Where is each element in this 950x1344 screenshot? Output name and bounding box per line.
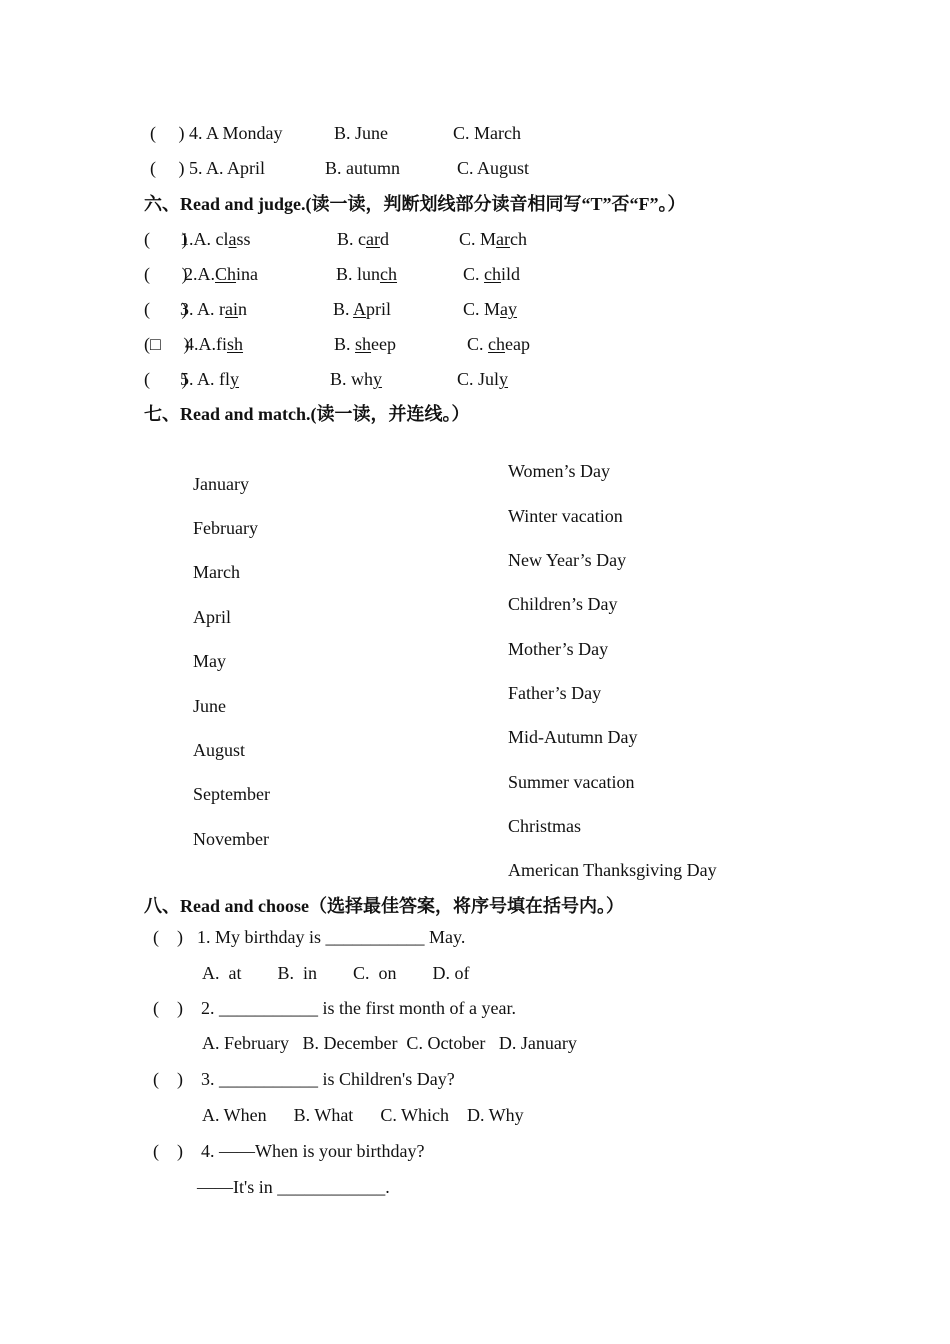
holiday-item: Winter vacation (508, 506, 623, 526)
q8-2-options: A. February B. December C. October D. January (202, 1033, 577, 1053)
month-item: November (193, 829, 269, 849)
month-item: February (193, 518, 258, 538)
option-a-word: 3. A. rain (180, 299, 247, 319)
option-c-word: C. cheap (467, 334, 530, 354)
option-c-word: C. May (463, 299, 518, 319)
judge-option-b (336, 263, 397, 285)
option-a-word: 4.A.fish (185, 334, 244, 354)
option-a-word: 2.A.China (184, 264, 259, 284)
judge-paren: ( ) (144, 264, 188, 284)
q5-4-paren: ( ) (150, 123, 185, 143)
section6-title: 六、Read and judge.(读一读，判断划线部分读音相同写“T”否“F”。） (144, 194, 686, 214)
month-item: May (193, 651, 226, 671)
month-item: March (193, 562, 240, 582)
underlined-sound: ch (380, 264, 398, 284)
judge-paren: (□ ) (144, 334, 190, 354)
underlined-sound: sh (227, 334, 244, 354)
holiday-item: Mid-Autumn Day (508, 727, 638, 747)
underlined-sound: Ch (215, 264, 237, 284)
option-b-word: B. lunch (336, 264, 398, 284)
option-a-word: 5. A. fly (180, 369, 240, 389)
underlined-sound: y (373, 369, 383, 389)
underlined-sound: ay (500, 299, 518, 319)
judge-option-b (334, 333, 396, 355)
underlined-sound: a (228, 229, 237, 249)
holiday-item: Christmas (508, 816, 582, 836)
judge-option-a (180, 298, 247, 320)
judge-option-a (185, 333, 243, 355)
option-b-word: B. April (333, 299, 392, 319)
underlined-sound: ai (225, 299, 238, 319)
judge-option-c (463, 298, 517, 320)
q8-3-paren: ( ) (153, 1069, 183, 1089)
holiday-item: American Thanksgiving Day (508, 860, 717, 880)
month-item: April (193, 607, 231, 627)
q8-3-text: 3. ___________ is Children's Day? (201, 1069, 455, 1089)
judge-option-b (337, 228, 389, 250)
underlined-sound: y (499, 369, 509, 389)
judge-option-a (180, 368, 239, 390)
month-item: September (193, 784, 270, 804)
q8-4-text: 4. ——When is your birthday? (201, 1141, 425, 1161)
q5-5-option-a: 5. A. April (189, 158, 266, 178)
q8-2-paren: ( ) (153, 998, 183, 1018)
holiday-item: Mother’s Day (508, 639, 609, 659)
q8-3-options: A. When B. What C. Which D. Why (202, 1105, 524, 1125)
judge-option-b (333, 298, 391, 320)
holiday-item: Father’s Day (508, 683, 602, 703)
judge-option-c (467, 333, 530, 355)
holiday-item: Summer vacation (508, 772, 635, 792)
q5-5-option-c: C. August (457, 158, 530, 178)
q8-4-answer: ——It's in ____________. (197, 1177, 390, 1197)
underlined-sound: ch (484, 264, 502, 284)
q5-4-option-b: B. June (334, 123, 388, 143)
judge-option-c (459, 228, 527, 250)
section8-title: 八、Read and choose（选择最佳答案，将序号填在括号内。） (144, 896, 625, 916)
q8-4-paren: ( ) (153, 1141, 183, 1161)
underlined-sound: ar (366, 229, 380, 249)
judge-option-b (330, 368, 382, 390)
underlined-sound: ar (496, 229, 510, 249)
q8-2-text: 2. ___________ is the first month of a year. (201, 998, 516, 1018)
option-c-word: C. March (459, 229, 527, 249)
holiday-item: Children’s Day (508, 594, 618, 614)
q8-1-paren: ( ) (153, 927, 183, 947)
q5-4-option-a: 4. A Monday (189, 123, 283, 143)
underlined-sound: ch (488, 334, 506, 354)
option-c-word: C. July (457, 369, 509, 389)
month-item: January (193, 474, 249, 494)
judge-paren: ( ) (144, 299, 188, 319)
holiday-item: Women’s Day (508, 461, 611, 481)
q8-1-text: 1. My birthday is ___________ May. (197, 927, 466, 947)
month-item: August (193, 740, 246, 760)
underlined-sound: A (353, 299, 367, 319)
month-item: June (193, 696, 226, 716)
q5-5-paren: ( ) (150, 158, 185, 178)
judge-option-a (184, 263, 258, 285)
underlined-sound: y (230, 369, 240, 389)
option-c-word: C. child (463, 264, 521, 284)
judge-option-c (463, 263, 520, 285)
q5-4-option-c: C. March (453, 123, 521, 143)
judge-option-c (457, 368, 508, 390)
option-b-word: B. sheep (334, 334, 397, 354)
option-b-word: B. why (330, 369, 383, 389)
section7-title: 七、Read and match.(读一读，并连线。） (144, 404, 470, 424)
q5-5-option-b: B. autumn (325, 158, 400, 178)
option-a-word: 1.A. class (180, 229, 251, 249)
q8-1-options: A. at B. in C. on D. of (202, 963, 470, 983)
option-b-word: B. card (337, 229, 389, 249)
judge-paren: ( ) (144, 369, 188, 389)
underlined-sound: sh (355, 334, 372, 354)
holiday-item: New Year’s Day (508, 550, 627, 570)
judge-paren: ( ) (144, 229, 188, 249)
judge-option-a (180, 228, 251, 250)
